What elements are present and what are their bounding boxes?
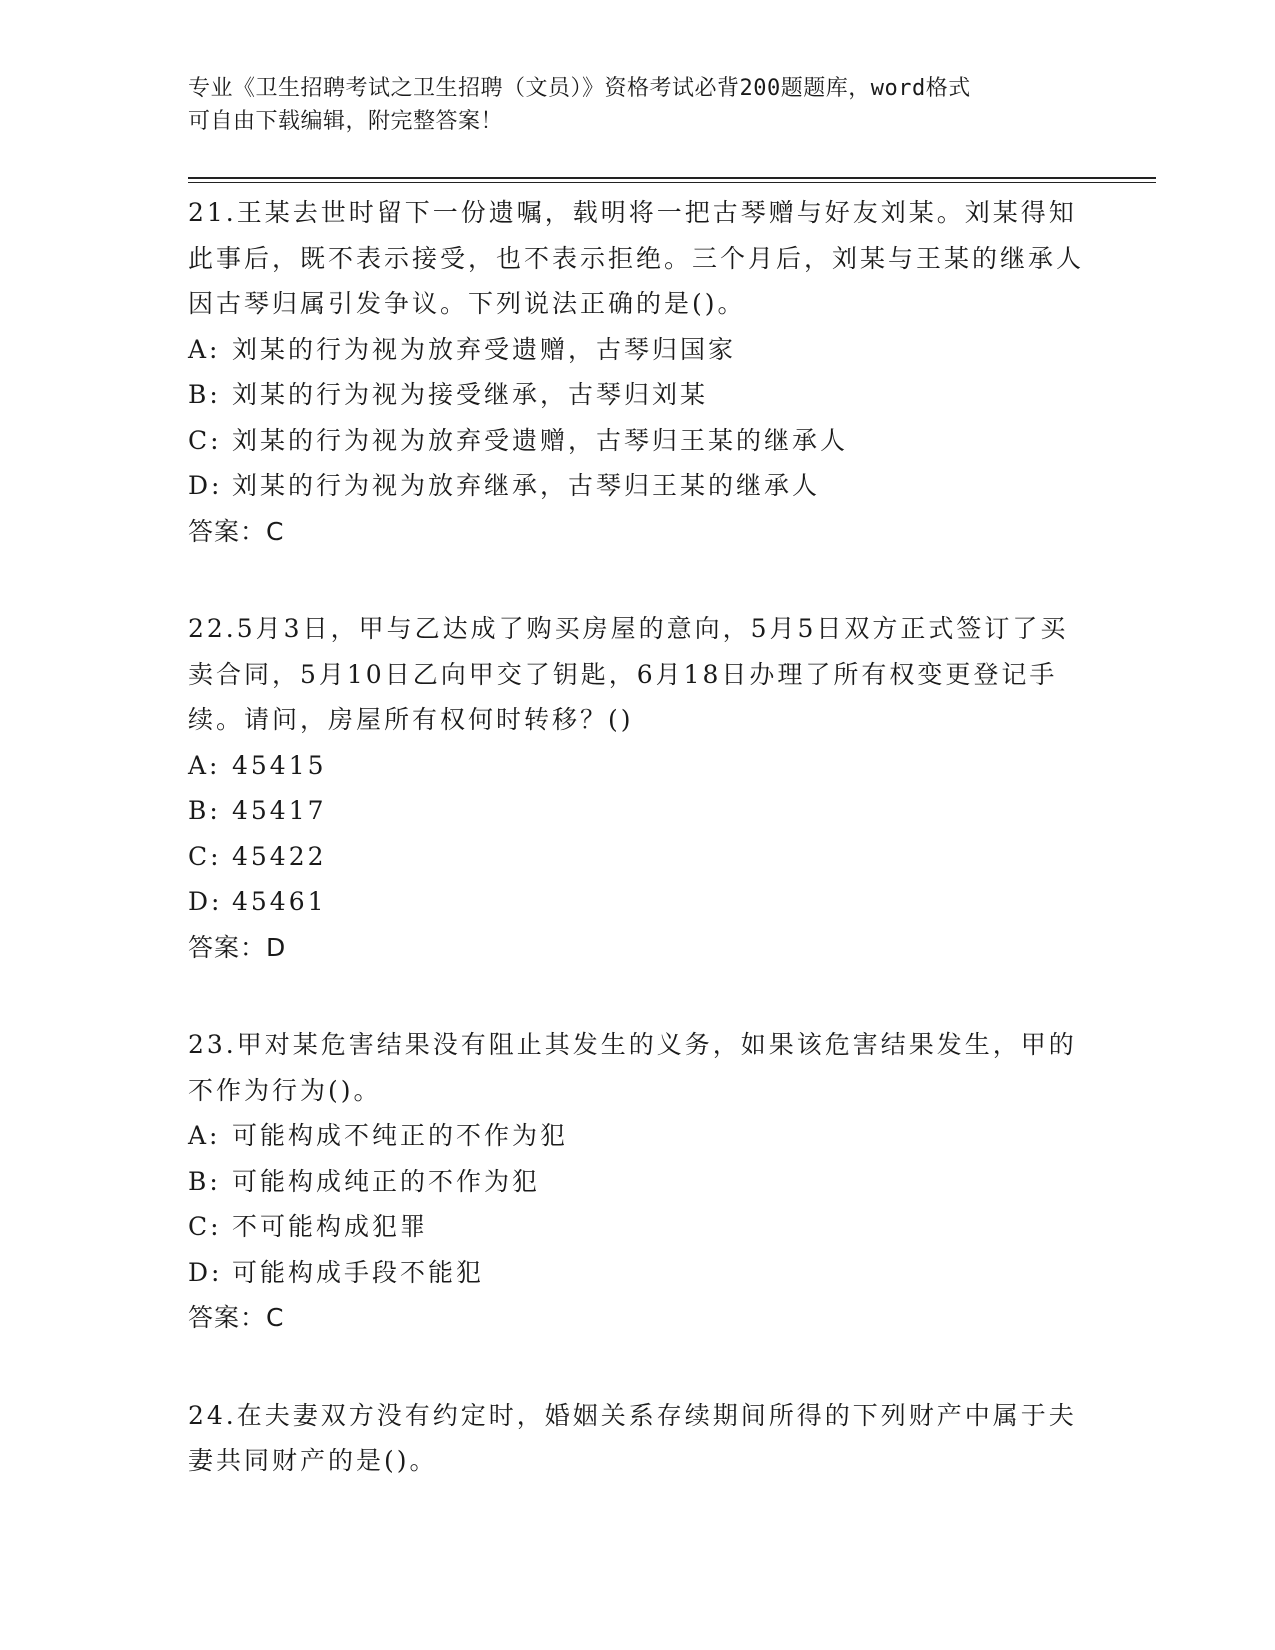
option-b bbox=[188, 788, 1088, 834]
option-d bbox=[188, 879, 1088, 925]
option-key: B: bbox=[188, 796, 221, 825]
option-a bbox=[188, 1113, 1088, 1159]
option-text: 45417 bbox=[232, 796, 327, 825]
question-stem: 22.5月3日，甲与乙达成了购买房屋的意向，5月5日双方正式签订了买卖合同，5月10日乙向甲交了钥匙，6月18日办理了所有权变更登记手续。请问，房屋所有权何时转移？() bbox=[188, 614, 1069, 734]
option-text: 刘某的行为视为放弃继承，古琴归王某的继承人 bbox=[232, 471, 821, 500]
answer-label: 答案：D bbox=[188, 932, 287, 962]
option-b bbox=[188, 1159, 1088, 1205]
option-c bbox=[188, 418, 1088, 464]
option-key: C: bbox=[188, 841, 222, 871]
option-key: C: bbox=[188, 1212, 222, 1241]
question-21 bbox=[188, 190, 1088, 554]
answer-label: 答案：C bbox=[188, 516, 285, 546]
option-key: D: bbox=[188, 471, 223, 500]
answer-label: 答案：C bbox=[188, 1303, 285, 1332]
option-key: A: bbox=[188, 1121, 221, 1150]
option-c bbox=[188, 1204, 1088, 1250]
option-key: D: bbox=[188, 887, 223, 916]
option-c bbox=[188, 834, 1088, 880]
question-stem: 23.甲对某危害结果没有阻止其发生的义务，如果该危害结果发生，甲的不作为行为()。 bbox=[188, 1030, 1077, 1105]
question-24 bbox=[188, 1393, 1088, 1484]
document-header bbox=[188, 72, 1068, 138]
option-d bbox=[188, 463, 1088, 509]
option-key: B: bbox=[188, 1166, 221, 1196]
option-text: 45461 bbox=[232, 887, 327, 916]
option-text: 可能构成不纯正的不作为犯 bbox=[232, 1121, 569, 1150]
option-text: 不可能构成犯罪 bbox=[232, 1212, 429, 1241]
option-a bbox=[188, 743, 1088, 789]
header-divider bbox=[188, 177, 1156, 183]
header-title-line-1: 专业《卫生招聘考试之卫生招聘（文员）》资格考试必背200题题库，word格式 bbox=[188, 76, 971, 101]
option-text: 刘某的行为视为放弃受遗赠，古琴归国家 bbox=[232, 334, 737, 364]
question-22 bbox=[188, 606, 1088, 970]
option-key: D: bbox=[188, 1257, 223, 1287]
question-stem: 24.在夫妻双方没有约定时，婚姻关系存续期间所得的下列财产中属于夫妻共同财产的是()。 bbox=[188, 1400, 1077, 1475]
question-stem: 21.王某去世时留下一份遗嘱，载明将一把古琴赠与好友刘某。刘某得知此事后，既不表示接受，也不表示拒绝。三个月后，刘某与王某的继承人因古琴归属引发争议。下列说法正确的是()。 bbox=[188, 198, 1085, 318]
option-text: 刘某的行为视为接受继承，古琴归刘某 bbox=[232, 380, 709, 409]
option-key: A: bbox=[188, 334, 221, 364]
option-d bbox=[188, 1250, 1088, 1296]
option-b bbox=[188, 372, 1088, 418]
header-title-line-2: 可自由下载编辑，附完整答案！ bbox=[188, 109, 504, 134]
question-list bbox=[188, 190, 1088, 1536]
option-text: 刘某的行为视为放弃受遗赠，古琴归王某的继承人 bbox=[232, 425, 849, 455]
option-text: 可能构成手段不能犯 bbox=[232, 1257, 485, 1287]
option-key: B: bbox=[188, 380, 221, 409]
option-key: C: bbox=[188, 425, 222, 455]
option-key: A: bbox=[188, 750, 221, 780]
option-text: 45415 bbox=[232, 750, 327, 780]
option-text: 可能构成纯正的不作为犯 bbox=[232, 1166, 541, 1196]
option-text: 45422 bbox=[232, 841, 327, 871]
question-23 bbox=[188, 1022, 1088, 1341]
option-a bbox=[188, 327, 1088, 373]
